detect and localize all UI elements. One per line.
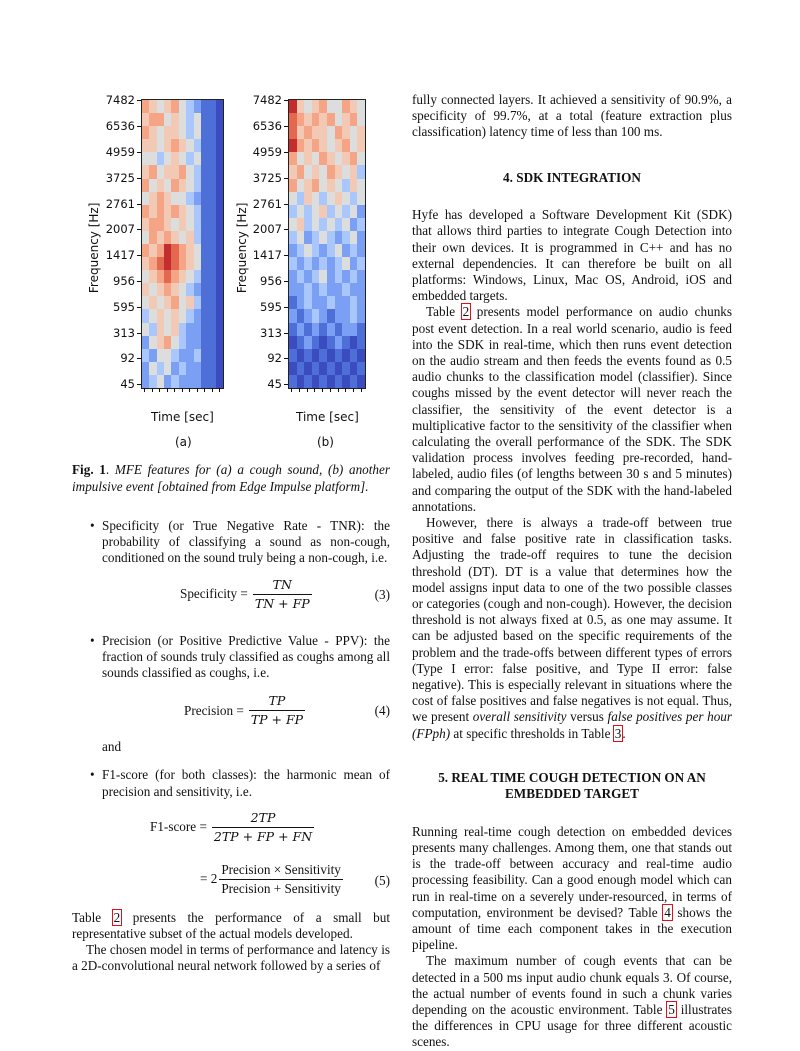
table-ref-link[interactable]: 2 xyxy=(113,909,121,925)
paragraph-table-summary xyxy=(72,910,390,942)
paragraph-results: fully connected layers. It achieved a sensitivity of 90.9%, a specificity of 99.7%, at a total (feature extraction plus classification) latency time of less than 100 ms. xyxy=(412,92,732,140)
text: at specific thresholds in Table xyxy=(453,725,611,741)
paragraph-sdk-intro: Hyfe has developed a Software Development Kit (SDK) that allows third parties to integrate Cough Detection into their own devices. It is programmed in C++ and has no external dependencies. It can therefore be built on all platforms: Windows, Linux, Mac OS, Android, iOS and embedded targets. xyxy=(412,207,732,304)
x-tick-mark xyxy=(338,388,339,392)
y-tick-label: 3725 xyxy=(252,170,282,185)
right-column xyxy=(412,92,732,1051)
heatmap-cell xyxy=(357,152,365,166)
equation-5a xyxy=(72,810,390,848)
heatmap-cell xyxy=(357,336,365,350)
y-tick-label: 45 xyxy=(267,377,282,392)
eq4-lhs: Precision = xyxy=(184,702,244,718)
heatmap-cell xyxy=(357,126,365,140)
table-ref-link[interactable]: 4 xyxy=(664,904,671,920)
heatmap-cell xyxy=(357,349,365,363)
bullet-icon: • xyxy=(90,632,95,648)
x-tick-mark xyxy=(144,388,145,392)
heatmap-cell xyxy=(216,179,224,193)
heatmap-cell xyxy=(357,270,365,284)
list-item-precision xyxy=(72,633,390,682)
x-tick-mark xyxy=(174,388,175,392)
y-tick-label: 92 xyxy=(267,351,282,366)
x-tick-mark xyxy=(152,388,153,392)
heatmap-cell xyxy=(216,192,224,206)
heatmap-cell xyxy=(216,218,224,232)
eq3-denominator: TN + FP xyxy=(254,595,310,611)
heatmap-cell xyxy=(357,165,365,179)
paragraph-cough-events xyxy=(412,953,732,1050)
heatmap-cell xyxy=(357,179,365,193)
and-text: and xyxy=(102,739,122,755)
eq5b-denominator: Precision + Sensitivity xyxy=(221,881,341,897)
heatmap-a xyxy=(141,99,224,389)
text: shows the amount of time each component takes in the execution pipeline. xyxy=(412,904,733,953)
heatmap-cell xyxy=(216,244,224,258)
y-tick-label: 1417 xyxy=(105,248,135,263)
eq5b-lhs: = 2 xyxy=(200,871,218,887)
heatmap-cell xyxy=(357,283,365,297)
eq5a-denominator: 2TP + FP + FN xyxy=(213,829,313,845)
caption-label: Fig. 1 xyxy=(72,462,106,477)
equation-4 xyxy=(72,693,390,731)
paragraph-chosen-model: The chosen model in terms of performance and latency is a 2D-convolutional neural network followed by a series of xyxy=(72,942,390,974)
heatmap-cell xyxy=(216,336,224,350)
x-tick-mark xyxy=(197,388,198,392)
x-tick-mark xyxy=(167,388,168,392)
eq3-lhs: Specificity = xyxy=(180,586,248,602)
text: The maximum number of cough events that can be detected in a 500 ms input audio chunk equals 3. Of course, the actual number of events found in such a chunk varies depending on the acoustic environment. Table xyxy=(412,953,732,1018)
y-tick-label: 6536 xyxy=(252,119,282,134)
heatmap-cell xyxy=(357,113,365,127)
y-tick-label: 2761 xyxy=(105,196,135,211)
x-tick-mark xyxy=(314,388,315,392)
heatmap-cell xyxy=(357,100,365,114)
eq4-number: (4) xyxy=(374,703,390,719)
text: presents the performance of a small but representative subset of the actual models developed. xyxy=(72,909,391,942)
heatmap-cell xyxy=(216,165,224,179)
text: Table xyxy=(426,304,456,320)
heatmap-cell xyxy=(216,152,224,166)
text: versus xyxy=(570,709,604,725)
specificity-text: Specificity (or True Negative Rate - TNR): the probability of classifying a sound as non-cough, conditioned on the sound truly being a non-cough, i.e. xyxy=(102,518,390,566)
heatmap-cell xyxy=(357,296,365,310)
title-line: EMBEDDED TARGET xyxy=(505,786,639,802)
equation-5b xyxy=(72,862,390,902)
eq3-number: (3) xyxy=(374,586,390,602)
list-item-specificity xyxy=(72,518,390,567)
heatmap-cell xyxy=(357,375,365,389)
x-tick-mark xyxy=(299,388,300,392)
y-tick-label: 7482 xyxy=(105,93,135,108)
eq5b-numerator: Precision × Sensitivity xyxy=(221,861,341,877)
x-axis-label: Time [sec] xyxy=(151,410,214,424)
x-axis-label: Time [sec] xyxy=(296,410,359,424)
x-tick-mark xyxy=(345,388,346,392)
x-tick-mark xyxy=(182,388,183,392)
list-item-f1 xyxy=(72,767,390,799)
y-tick-label: 595 xyxy=(113,299,135,314)
eq5a-numerator: 2TP xyxy=(250,809,276,825)
text: Table xyxy=(72,909,102,925)
left-column xyxy=(72,518,390,975)
heatmap-cell xyxy=(216,139,224,153)
y-tick-label: 313 xyxy=(260,325,282,340)
heatmap-cell xyxy=(357,257,365,271)
heatmap-cell xyxy=(357,139,365,153)
heatmap-cell xyxy=(216,349,224,363)
y-tick-label: 6536 xyxy=(105,119,135,134)
heatmap-cell xyxy=(216,231,224,245)
emphasis: false positives per hour (FPph) xyxy=(412,709,733,741)
caption-text: MFE features for (a) a cough sound, (b) another impulsive event [obtained from Edge Impulse platform]. xyxy=(72,462,391,494)
table-ref-link[interactable]: 5 xyxy=(668,1002,675,1018)
y-tick-label: 2761 xyxy=(252,196,282,211)
x-tick-mark xyxy=(204,388,205,392)
y-tick-label: 1417 xyxy=(252,248,282,263)
figure-caption: Fig. 1. MFE features for (a) a cough sound, (b) another impulsive event [obtained from Edge Impulse platform]. xyxy=(72,462,391,494)
y-tick-label: 45 xyxy=(120,377,135,392)
x-tick-mark xyxy=(219,388,220,392)
text: presents model performance on audio chunks post event detection. In a real world scenario, audio is feed into the SDK in real-time, which then runs event detection on the audio stream and then feeds the events found as 0.5 audio chunks to the classification model (classifier). Since coughs missed by the event detector will never reach the classifier, the sensitivity of the event detector is a multiplicative factor to the sensitivity of the classifier when calculating the overall performance of the SDK. The SDK validation process involves feeding pre-recorded, hand-labeled, audio files (of lengths between 30 s and 5 minutes) and comparing the output of the SDK with the hand-labeled annotations. xyxy=(412,304,733,514)
y-tick-label: 4959 xyxy=(252,144,282,159)
heatmap-cell xyxy=(357,323,365,337)
heatmap-cell xyxy=(216,113,224,127)
y-tick-label: 4959 xyxy=(105,144,135,159)
heatmap-cell xyxy=(216,283,224,297)
eq3-numerator: TN xyxy=(272,576,292,592)
heatmap-cell xyxy=(357,244,365,258)
x-tick-mark xyxy=(307,388,308,392)
y-axis-label: Frequency [Hz] xyxy=(86,202,101,294)
x-tick-mark xyxy=(330,388,331,392)
title-line: 5. REAL TIME COUGH DETECTION ON AN xyxy=(438,769,706,785)
x-tick-mark xyxy=(322,388,323,392)
section-4-title: 4. SDK INTEGRATION xyxy=(503,169,641,185)
eq4-numerator: TP xyxy=(268,693,286,709)
x-tick-mark xyxy=(353,388,354,392)
table-ref-link[interactable]: 3 xyxy=(614,725,622,741)
y-tick-label: 956 xyxy=(113,273,135,288)
y-tick-label: 2007 xyxy=(252,222,282,237)
panel-b-label: (b) xyxy=(317,435,334,449)
text: illustrates the differences in CPU usage for three different acoustic scenes. xyxy=(412,1002,733,1050)
f1-text: F1-score (for both classes): the harmonic mean of precision and sensitivity, i.e. xyxy=(102,767,390,799)
y-tick-label: 2007 xyxy=(105,222,135,237)
heatmap-cell xyxy=(216,205,224,219)
eq4-denominator: TP + FP xyxy=(250,712,304,728)
eq5-number: (5) xyxy=(374,872,390,888)
heatmap-cell xyxy=(216,309,224,323)
section-5-title xyxy=(412,770,732,803)
bullet-icon: • xyxy=(90,518,95,533)
heatmap-cell xyxy=(357,218,365,232)
heatmap-cell xyxy=(357,362,365,376)
y-axis-label: Frequency [Hz] xyxy=(234,202,249,294)
x-tick-mark xyxy=(159,388,160,392)
heatmap-b xyxy=(288,99,366,389)
y-tick-label: 7482 xyxy=(252,93,282,108)
heatmap-cell xyxy=(216,296,224,310)
x-tick-mark xyxy=(361,388,362,392)
x-tick-mark xyxy=(189,388,190,392)
text: Running real-time cough detection on embedded devices presents many challenges. Among them, one that stands out is the trade-off between accuracy and real-time audio processing feasibility. Can a good enough model which can run in real-time on a severely under-resourced, in terms of computation, environment be devised? Table xyxy=(412,823,732,920)
heatmap-cell xyxy=(357,192,365,206)
heatmap-cell xyxy=(216,323,224,337)
paragraph-realtime xyxy=(412,824,732,954)
heatmap-cell xyxy=(216,362,224,376)
y-tick-label: 313 xyxy=(113,325,135,340)
heatmap-cell xyxy=(216,126,224,140)
panel-a-label: (a) xyxy=(175,435,192,449)
emphasis: overall sensitivity xyxy=(472,709,567,725)
y-tick-label: 92 xyxy=(120,351,135,366)
precision-text: Precision (or Positive Predictive Value - PPV): the fraction of sounds truly classified as coughs among all sounds classified as coughs, i.e. xyxy=(102,632,390,681)
y-tick-label: 595 xyxy=(260,299,282,314)
heatmap-cell xyxy=(357,231,365,245)
heatmap-cell xyxy=(216,100,224,114)
equation-3 xyxy=(72,577,390,615)
table-ref-link[interactable]: 2 xyxy=(462,304,470,320)
x-tick-mark xyxy=(291,388,292,392)
bullet-icon: • xyxy=(90,767,95,783)
x-tick-mark xyxy=(212,388,213,392)
paragraph-tradeoff: However, there is always a trade-off between true positive and false positive rate in classification tasks. Adjusting the trade-off requires to tune the decision threshold (DT). DT is a value that determines how the model assigns input data to one of the two possible classes or categories (cough and non-cough). However, the decision threshold is not always fixed at 0.5, as one may assume. It can be adjusted based on the specific requirements of the problem and the trade-offs between different types of errors (Type I error: false positive, and Type II error: false negative). This is especially relevant in situations where the cost of false positives and false negatives is not equal. Thus, we present overall sensitivity versus false positives per hour (FPph) at specific thresholds in Table 3. xyxy=(412,514,733,741)
paragraph-sdk-performance xyxy=(412,304,732,515)
heatmap-cell xyxy=(216,375,224,389)
y-tick-label: 3725 xyxy=(105,170,135,185)
text: However, there is always a trade-off between true positive and false positive rate in classification tasks. Adjusting the trade-off requires to tune the decision threshold (DT). DT is a value that determines how the model assigns input data to one of the two possible classes or categories (cough and non-cough). However, the decision threshold is not always fixed at 0.5, as one may assume. It can be adjusted based on the specific requirements of the problem and the trade-offs between different types of errors (Type I error: false positive, and Type II error: false negative). This is especially relevant in situations where the cost of false positives and false negatives is not equal. Thus, we present xyxy=(412,514,732,725)
heatmap-cell xyxy=(216,257,224,271)
eq5a-lhs: F1-score = xyxy=(150,819,207,835)
heatmap-cell xyxy=(216,270,224,284)
heatmap-cell xyxy=(357,309,365,323)
y-tick-label: 956 xyxy=(260,273,282,288)
heatmap-cell xyxy=(357,205,365,219)
